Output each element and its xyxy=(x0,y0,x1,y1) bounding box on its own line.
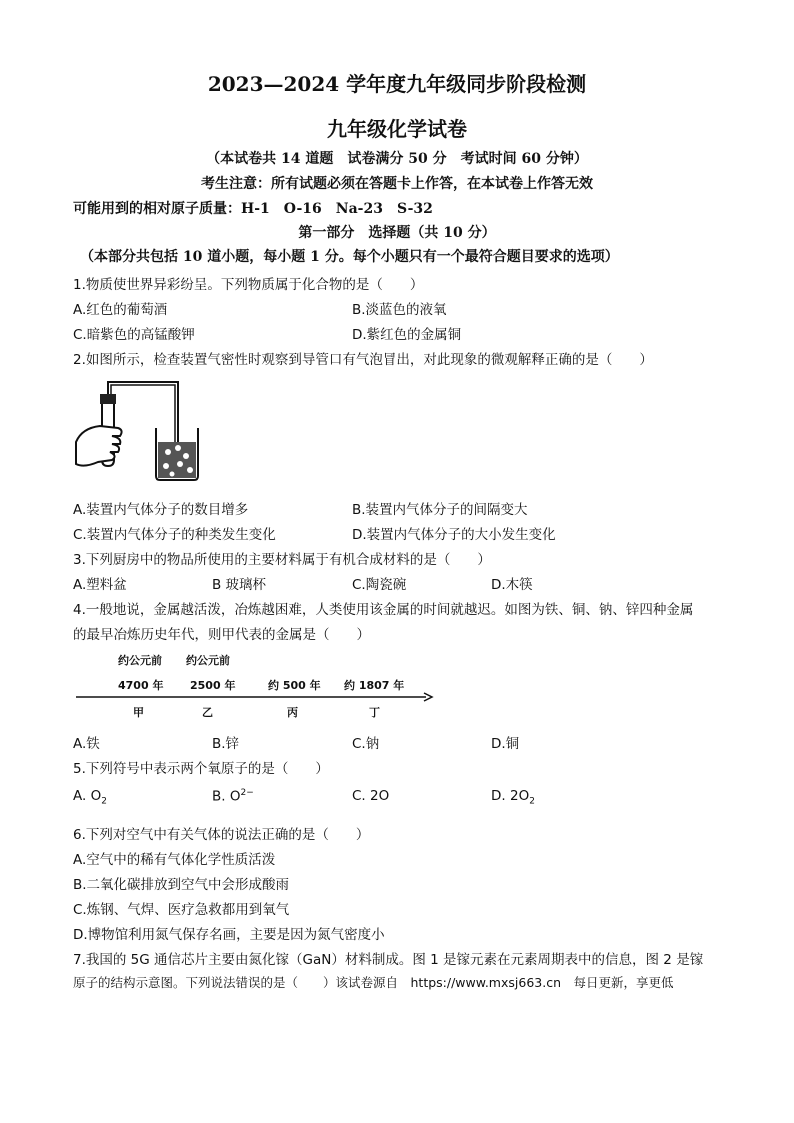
q2-option-a: A.装置内气体分子的数目增多 xyxy=(73,502,249,518)
timeline-metal-2: 乙 xyxy=(202,706,213,719)
q7-stem-line1: 7.我国的 5G 通信芯片主要由氮化镓（GaN）材料制成。图 1 是镓元素在元素周期表中的信息，图 2 是镓 xyxy=(73,952,704,968)
timeline-metal-3: 丙 xyxy=(287,706,298,719)
q6-stem: 6.下列对空气中有关气体的说法正确的是（ ） xyxy=(73,827,370,843)
q1-option-c: C.暗紫色的高锰酸钾 xyxy=(73,327,195,343)
exam-title: 2023—2024 学年度九年级同步阶段检测 xyxy=(207,72,587,96)
q2-stem: 2.如图所示，检查装置气密性时观察到导管口有气泡冒出，对此现象的微观解释正确的是（ ） xyxy=(73,352,653,368)
part1-instruction: （本部分共包括 10 道小题，每小题 1 分。每个小题只有一个最符合题目要求的选项） xyxy=(80,249,619,265)
timeline-year-2: 2500 年 xyxy=(190,679,236,692)
exam-subtitle: 九年级化学试卷 xyxy=(327,117,467,141)
q4-option-a: A.铁 xyxy=(73,736,100,752)
q4-option-b: B.锌 xyxy=(212,736,240,752)
q4-stem-line1: 4.一般地说，金属越活泼，冶炼越困难，人类使用该金属的时间就越迟。如图为铁、铜、钠、锌四种金属 xyxy=(73,602,694,618)
q1-option-b: B.淡蓝色的液氧 xyxy=(352,302,447,318)
q2-option-d: D.装置内气体分子的大小发生变化 xyxy=(352,527,556,543)
q4-option-d: D.铜 xyxy=(491,736,520,752)
airtightness-apparatus-figure xyxy=(72,372,212,484)
q1-stem: 1.物质使世界异彩纷呈。下列物质属于化合物的是（ ） xyxy=(73,277,424,293)
q5-option-b: B. $O^{2-}$ xyxy=(212,788,254,805)
q6-option-a: A.空气中的稀有气体化学性质活泼 xyxy=(73,852,276,868)
q6-option-b: B.二氧化碳排放到空气中会形成酸雨 xyxy=(73,877,290,893)
q5-option-c: C. 2O xyxy=(352,788,390,804)
q5-option-a: A. $O_2$ xyxy=(73,788,107,807)
exam-notice: 考生注意：所有试题必须在答题卡上作答，在本试卷上作答无效 xyxy=(201,176,593,192)
q4-stem-line2: 的最早冶炼历史年代，则甲代表的金属是（ ） xyxy=(73,627,370,643)
timeline-label-top-1: 约公元前 xyxy=(118,654,162,667)
q2-option-b: B.装置内气体分子的间隔变大 xyxy=(352,502,528,518)
timeline-year-4: 约 1807 年 xyxy=(344,679,405,692)
q7-stem-line2: 原子的结构示意图。下列说法错误的是（ ）该试卷源自 https://www.mxsj663.cn 每日更新，享更低 xyxy=(73,975,674,990)
timeline-metal-4: 丁 xyxy=(369,706,380,719)
q1-option-a: A.红色的葡萄酒 xyxy=(73,302,168,318)
atomic-masses: 可能用到的相对原子质量：H-1 O-16 Na-23 S-32 xyxy=(73,201,433,217)
exam-info: （本试卷共 14 道题 试卷满分 50 分 考试时间 60 分钟） xyxy=(206,151,588,167)
timeline-label-top-2: 约公元前 xyxy=(186,654,230,667)
q6-option-c: C.炼钢、气焊、医疗急救都用到氧气 xyxy=(73,902,290,918)
q3-option-b: B 玻璃杯 xyxy=(212,577,267,593)
timeline-arrow xyxy=(76,691,436,703)
q3-option-a: A.塑料盆 xyxy=(73,577,127,593)
q4-option-c: C.钠 xyxy=(352,736,380,752)
timeline-year-3: 约 500 年 xyxy=(268,679,321,692)
q3-option-d: D.木筷 xyxy=(491,577,533,593)
part1-title: 第一部分 选择题（共 10 分） xyxy=(298,225,496,241)
q3-option-c: C.陶瓷碗 xyxy=(352,577,407,593)
timeline-year-1: 4700 年 xyxy=(118,679,164,692)
q3-stem: 3.下列厨房中的物品所使用的主要材料属于有机合成材料的是（ ） xyxy=(73,552,491,568)
q1-option-d: D.紫红色的金属铜 xyxy=(352,327,462,343)
q6-option-d: D.博物馆利用氮气保存名画，主要是因为氮气密度小 xyxy=(73,927,385,943)
q5-stem: 5.下列符号中表示两个氧原子的是（ ） xyxy=(73,761,329,777)
q2-option-c: C.装置内气体分子的种类发生变化 xyxy=(73,527,276,543)
timeline-metal-1: 甲 xyxy=(133,706,144,719)
q5-option-d: D. $2O_2$ xyxy=(491,788,535,807)
